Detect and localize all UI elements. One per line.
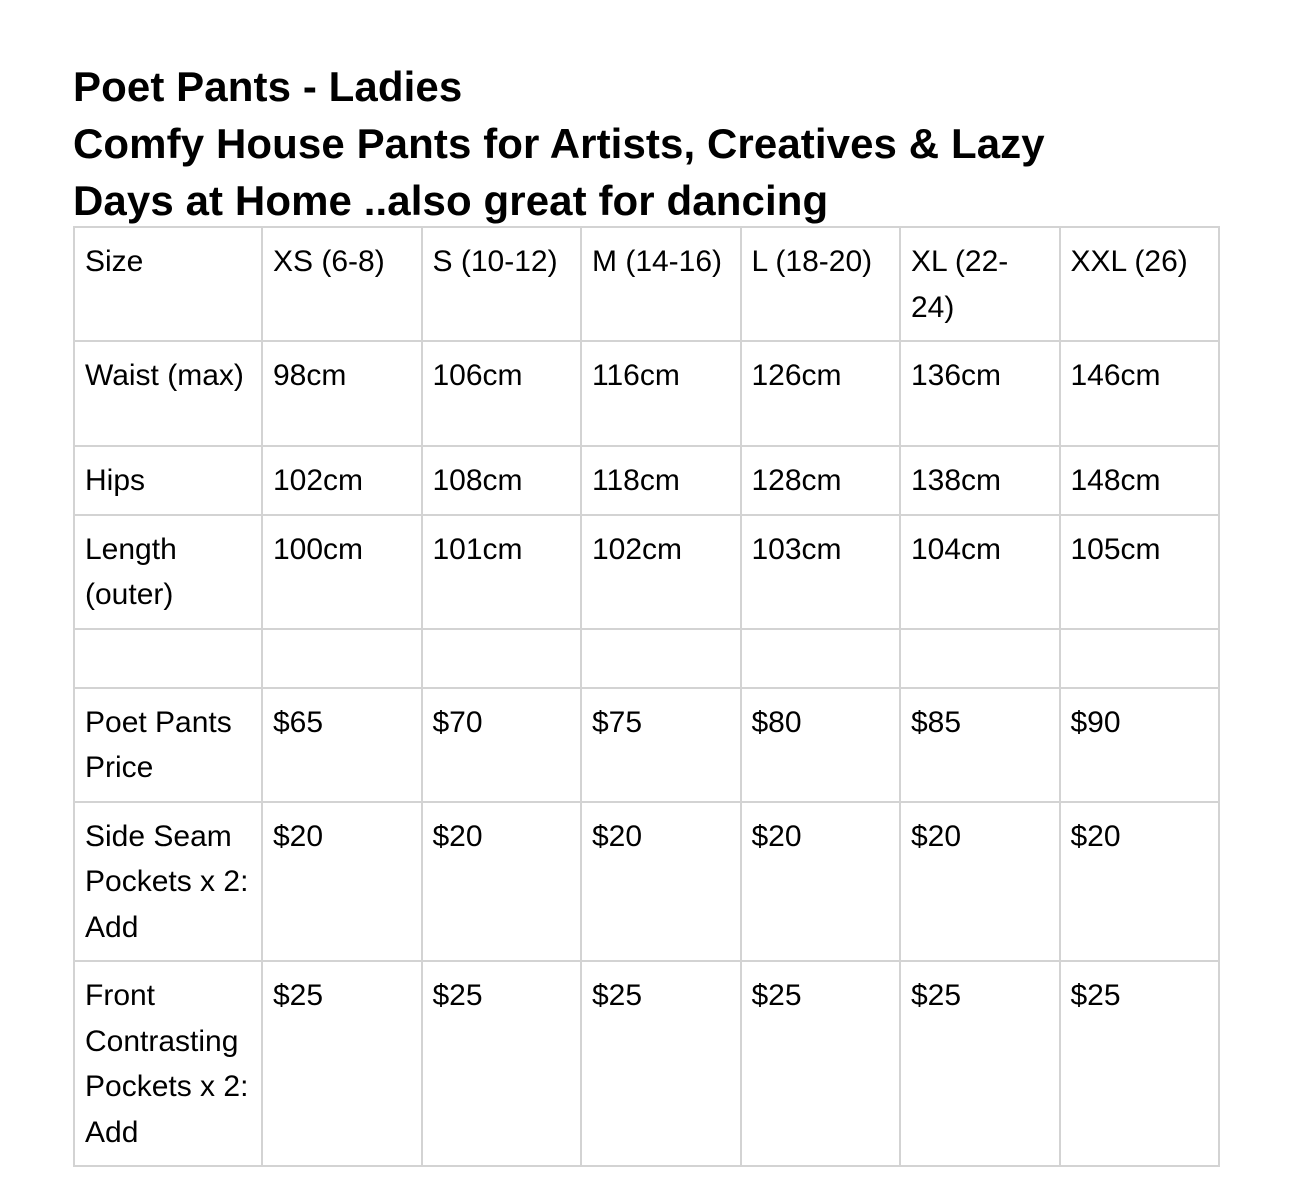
table-cell: 108cm <box>422 446 582 515</box>
table-cell: 98cm <box>262 341 422 446</box>
table-cell: $85 <box>900 688 1060 802</box>
table-cell: 118cm <box>581 446 741 515</box>
row-label: Length (outer) <box>74 515 262 629</box>
header-cell: Size <box>74 227 262 341</box>
table-cell <box>262 629 422 688</box>
table-cell: 100cm <box>262 515 422 629</box>
table-row-empty <box>74 629 1219 688</box>
row-label <box>74 629 262 688</box>
table-cell: $70 <box>422 688 582 802</box>
table-cell: 106cm <box>422 341 582 446</box>
table-cell: 148cm <box>1060 446 1220 515</box>
table-row <box>74 688 1219 802</box>
row-label: Poet Pants Price <box>74 688 262 802</box>
table-cell: 126cm <box>741 341 901 446</box>
table-cell <box>422 629 582 688</box>
table-cell: 138cm <box>900 446 1060 515</box>
table-cell: $20 <box>1060 802 1220 962</box>
table-cell: $20 <box>581 802 741 962</box>
table-cell: $20 <box>900 802 1060 962</box>
table-cell <box>581 629 741 688</box>
page-title <box>73 58 1223 229</box>
table-row <box>74 802 1219 962</box>
table-cell: $65 <box>262 688 422 802</box>
table-cell: $90 <box>1060 688 1220 802</box>
title-line-1: Poet Pants - Ladies <box>73 63 463 110</box>
header-cell: L (18-20) <box>741 227 901 341</box>
table-cell: 101cm <box>422 515 582 629</box>
title-line-2: Comfy House Pants for Artists, Creatives & Lazy <box>73 120 1045 167</box>
table-cell: $25 <box>581 961 741 1166</box>
table-cell: $80 <box>741 688 901 802</box>
table-cell: 136cm <box>900 341 1060 446</box>
table-cell: 104cm <box>900 515 1060 629</box>
table-cell: 102cm <box>262 446 422 515</box>
table-cell: $20 <box>262 802 422 962</box>
title-line-3: Days at Home ..also great for dancing <box>73 177 829 224</box>
table-row <box>74 341 1219 446</box>
table-row <box>74 515 1219 629</box>
table-cell: $25 <box>422 961 582 1166</box>
table-cell <box>900 629 1060 688</box>
row-label: Hips <box>74 446 262 515</box>
table-cell: $75 <box>581 688 741 802</box>
table-cell: 105cm <box>1060 515 1220 629</box>
table-cell: 102cm <box>581 515 741 629</box>
table-cell: 103cm <box>741 515 901 629</box>
table-cell: 146cm <box>1060 341 1220 446</box>
table-cell: $25 <box>741 961 901 1166</box>
row-label: Side Seam Pockets x 2: Add <box>74 802 262 962</box>
table-cell: $20 <box>741 802 901 962</box>
table-cell: $25 <box>262 961 422 1166</box>
table-cell: $20 <box>422 802 582 962</box>
table-cell: $25 <box>900 961 1060 1166</box>
table-row <box>74 961 1219 1166</box>
table-cell <box>741 629 901 688</box>
table-cell: 128cm <box>741 446 901 515</box>
header-cell: M (14-16) <box>581 227 741 341</box>
header-cell: XL (22-24) <box>900 227 1060 341</box>
table-cell <box>1060 629 1220 688</box>
row-label: Front Contrasting Pockets x 2: Add <box>74 961 262 1166</box>
row-label: Waist (max) <box>74 341 262 446</box>
table-cell: 116cm <box>581 341 741 446</box>
header-cell: S (10-12) <box>422 227 582 341</box>
table-cell: $25 <box>1060 961 1220 1166</box>
header-cell: XXL (26) <box>1060 227 1220 341</box>
table-row <box>74 446 1219 515</box>
header-cell: XS (6-8) <box>262 227 422 341</box>
table-header-row <box>74 227 1219 341</box>
size-chart-table <box>73 226 1220 1167</box>
